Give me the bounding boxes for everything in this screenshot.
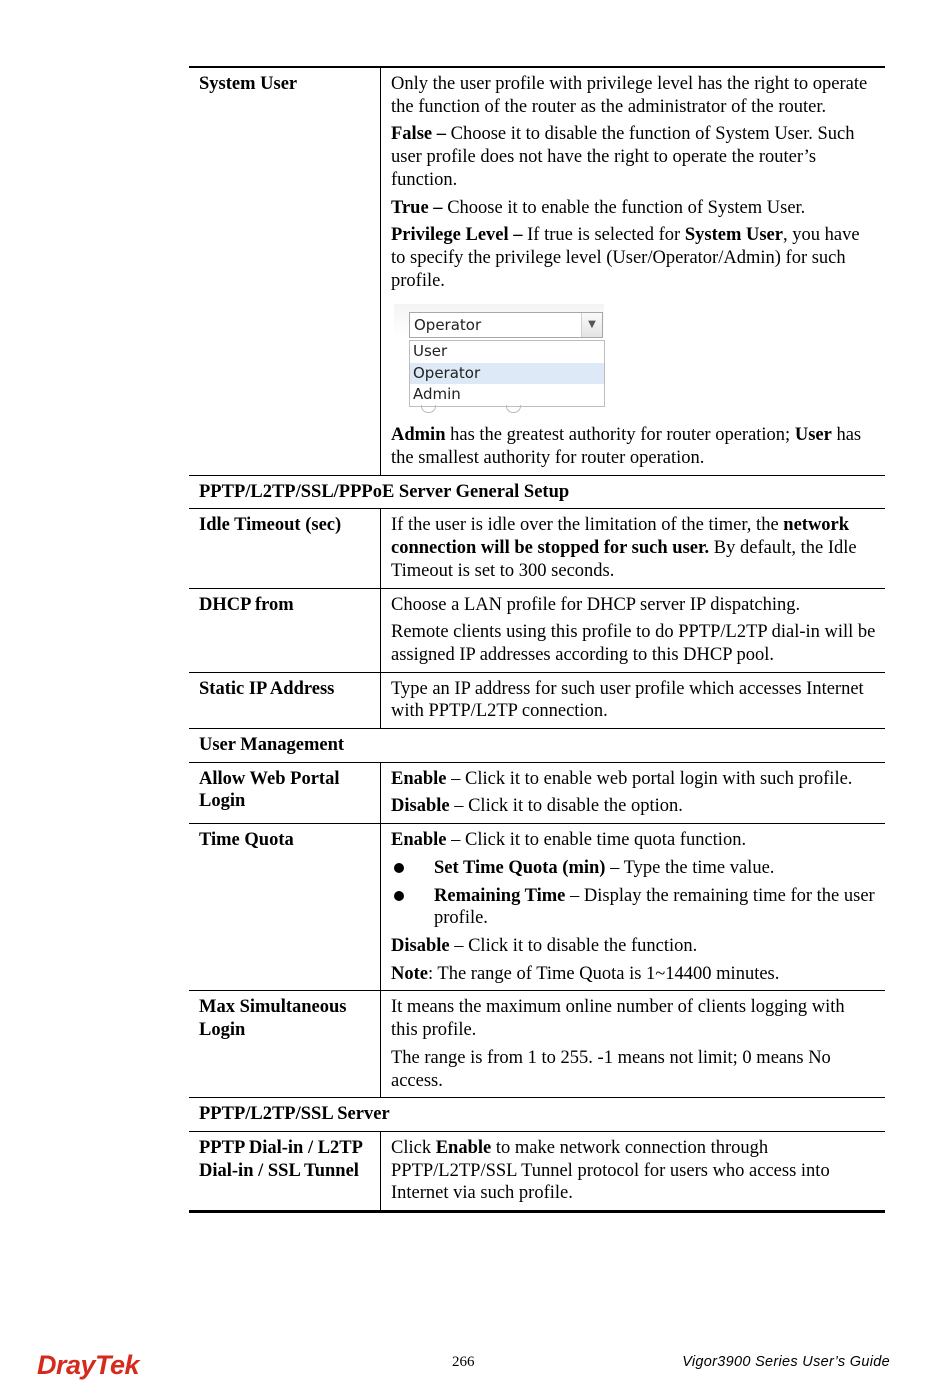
- term: Disable: [391, 796, 450, 817]
- row-description: [381, 588, 886, 672]
- row-label: DHCP from: [189, 588, 381, 672]
- table-row: [189, 588, 885, 672]
- term: Set Time Quota (min): [434, 857, 606, 878]
- section-row: [189, 729, 885, 763]
- row-label: System User: [189, 67, 381, 475]
- text: , you have to specify the privilege level (User/Operator/Admin) for such profile.: [391, 225, 860, 291]
- text: Choose it to enable the function of System User.: [447, 197, 806, 218]
- term: Note: [391, 963, 428, 984]
- row-label: Max Simultaneous Login: [189, 991, 381, 1098]
- section-heading: User Management: [189, 729, 885, 763]
- text: – Click it to enable web portal login with such profile.: [451, 768, 853, 789]
- text: If true is selected for: [527, 225, 681, 246]
- row-label: PPTP Dial-in / L2TP Dial-in / SSL Tunnel: [189, 1131, 381, 1211]
- row-description: [381, 1131, 886, 1211]
- option-operator[interactable]: Operator: [410, 363, 604, 385]
- table-row: [189, 67, 885, 475]
- text: – Display the remaining time for the user profile.: [434, 885, 875, 929]
- privilege-select[interactable]: [409, 312, 603, 338]
- row-label: Time Quota: [189, 824, 381, 991]
- section-row: [189, 1098, 885, 1132]
- term: network connection will be stopped for such user.: [391, 515, 850, 559]
- paragraph: [391, 1137, 876, 1205]
- paragraph: [391, 963, 876, 986]
- term: True –: [391, 197, 443, 218]
- section-heading: PPTP/L2TP/SSL Server: [189, 1098, 885, 1132]
- paragraph: [391, 424, 876, 469]
- table-row: [189, 1131, 885, 1211]
- paragraph: [391, 123, 876, 191]
- term: Privilege Level –: [391, 225, 523, 246]
- paragraph: [391, 768, 876, 791]
- paragraph: [391, 935, 876, 958]
- draytek-logo: DrayTek: [37, 1350, 140, 1380]
- term: User: [794, 425, 832, 446]
- text: – Type the time value.: [610, 857, 775, 878]
- chevron-down-icon[interactable]: ▼: [581, 313, 602, 337]
- term: False –: [391, 124, 446, 145]
- paragraph: [391, 224, 876, 292]
- text: By default, the Idle Timeout is set to 300 seconds.: [391, 538, 857, 581]
- term: Remaining Time: [434, 885, 566, 906]
- term: Enable: [435, 1137, 492, 1158]
- table-row: [189, 824, 885, 991]
- option-admin[interactable]: Admin: [413, 385, 461, 404]
- paragraph: It means the maximum online number of clients logging with this profile.: [391, 997, 845, 1041]
- paragraph: [391, 514, 876, 582]
- row-description: [381, 824, 886, 991]
- paragraph: Choose a LAN profile for DHCP server IP dispatching.: [391, 594, 801, 615]
- text: to make network connection through PPTP/L2TP/SSL Tunnel protocol for users who access into Internet via such profile.: [391, 1137, 830, 1204]
- bullet-item: [391, 857, 876, 880]
- option-user[interactable]: User: [413, 342, 448, 361]
- text: Click: [391, 1137, 432, 1158]
- paragraph: [391, 829, 876, 852]
- paragraph: The range is from 1 to 255. -1 means not limit; 0 means No access.: [391, 1047, 831, 1091]
- privilege-dropdown-screenshot: [391, 300, 876, 418]
- bullet-icon: [394, 891, 404, 901]
- term: System User: [684, 225, 783, 246]
- paragraph: Remote clients using this profile to do PPTP/L2TP dial-in will be assigned IP addresses according to this DHCP pool.: [391, 622, 876, 665]
- paragraph: [391, 197, 876, 220]
- bullet-item: [391, 885, 876, 930]
- guide-title: Vigor3900 Series User’s Guide: [682, 1354, 890, 1370]
- dropdown-options: [409, 340, 605, 407]
- term: Enable: [391, 830, 447, 851]
- page-number: 266: [452, 1354, 475, 1370]
- table-row: [189, 991, 885, 1098]
- bullet-icon: [394, 863, 404, 873]
- paragraph: Type an IP address for such user profile which accesses Internet with PPTP/L2TP connection.: [391, 678, 864, 722]
- selected-value: Operator: [414, 316, 482, 335]
- row-description: [381, 762, 886, 823]
- row-description: [381, 991, 886, 1098]
- term: Enable: [391, 768, 447, 789]
- term: Disable: [391, 935, 450, 956]
- text: If the user is idle over the limitation of the timer, the: [391, 515, 779, 536]
- text: – Click it to disable the option.: [454, 796, 683, 817]
- row-description: [381, 672, 886, 728]
- paragraph: Only the user profile with privilege level has the right to operate the function of the router as the administrator of the router.: [391, 74, 868, 117]
- table-row: [189, 509, 885, 588]
- text: has the greatest authority for router operation;: [450, 425, 791, 446]
- table-row: [189, 672, 885, 728]
- text: : The range of Time Quota is 1~14400 minutes.: [427, 963, 780, 984]
- term: Admin: [391, 425, 446, 446]
- text: – Click it to disable the function.: [454, 935, 698, 956]
- text: Choose it to disable the function of System User. Such user profile does not have the right to operate the router’s function.: [391, 124, 855, 190]
- section-heading: PPTP/L2TP/SSL/PPPoE Server General Setup: [189, 475, 885, 509]
- text: – Click it to enable time quota function.: [451, 830, 747, 851]
- text: has the smallest authority for router operation.: [391, 425, 862, 469]
- row-label: Allow Web Portal Login: [189, 762, 381, 823]
- row-description: [381, 509, 886, 588]
- section-row: [189, 475, 885, 509]
- row-label: Idle Timeout (sec): [189, 509, 381, 588]
- table-row: [189, 762, 885, 823]
- row-description: [381, 67, 886, 475]
- row-label: Static IP Address: [189, 672, 381, 728]
- paragraph: [391, 795, 876, 818]
- parameter-table: [189, 66, 885, 1213]
